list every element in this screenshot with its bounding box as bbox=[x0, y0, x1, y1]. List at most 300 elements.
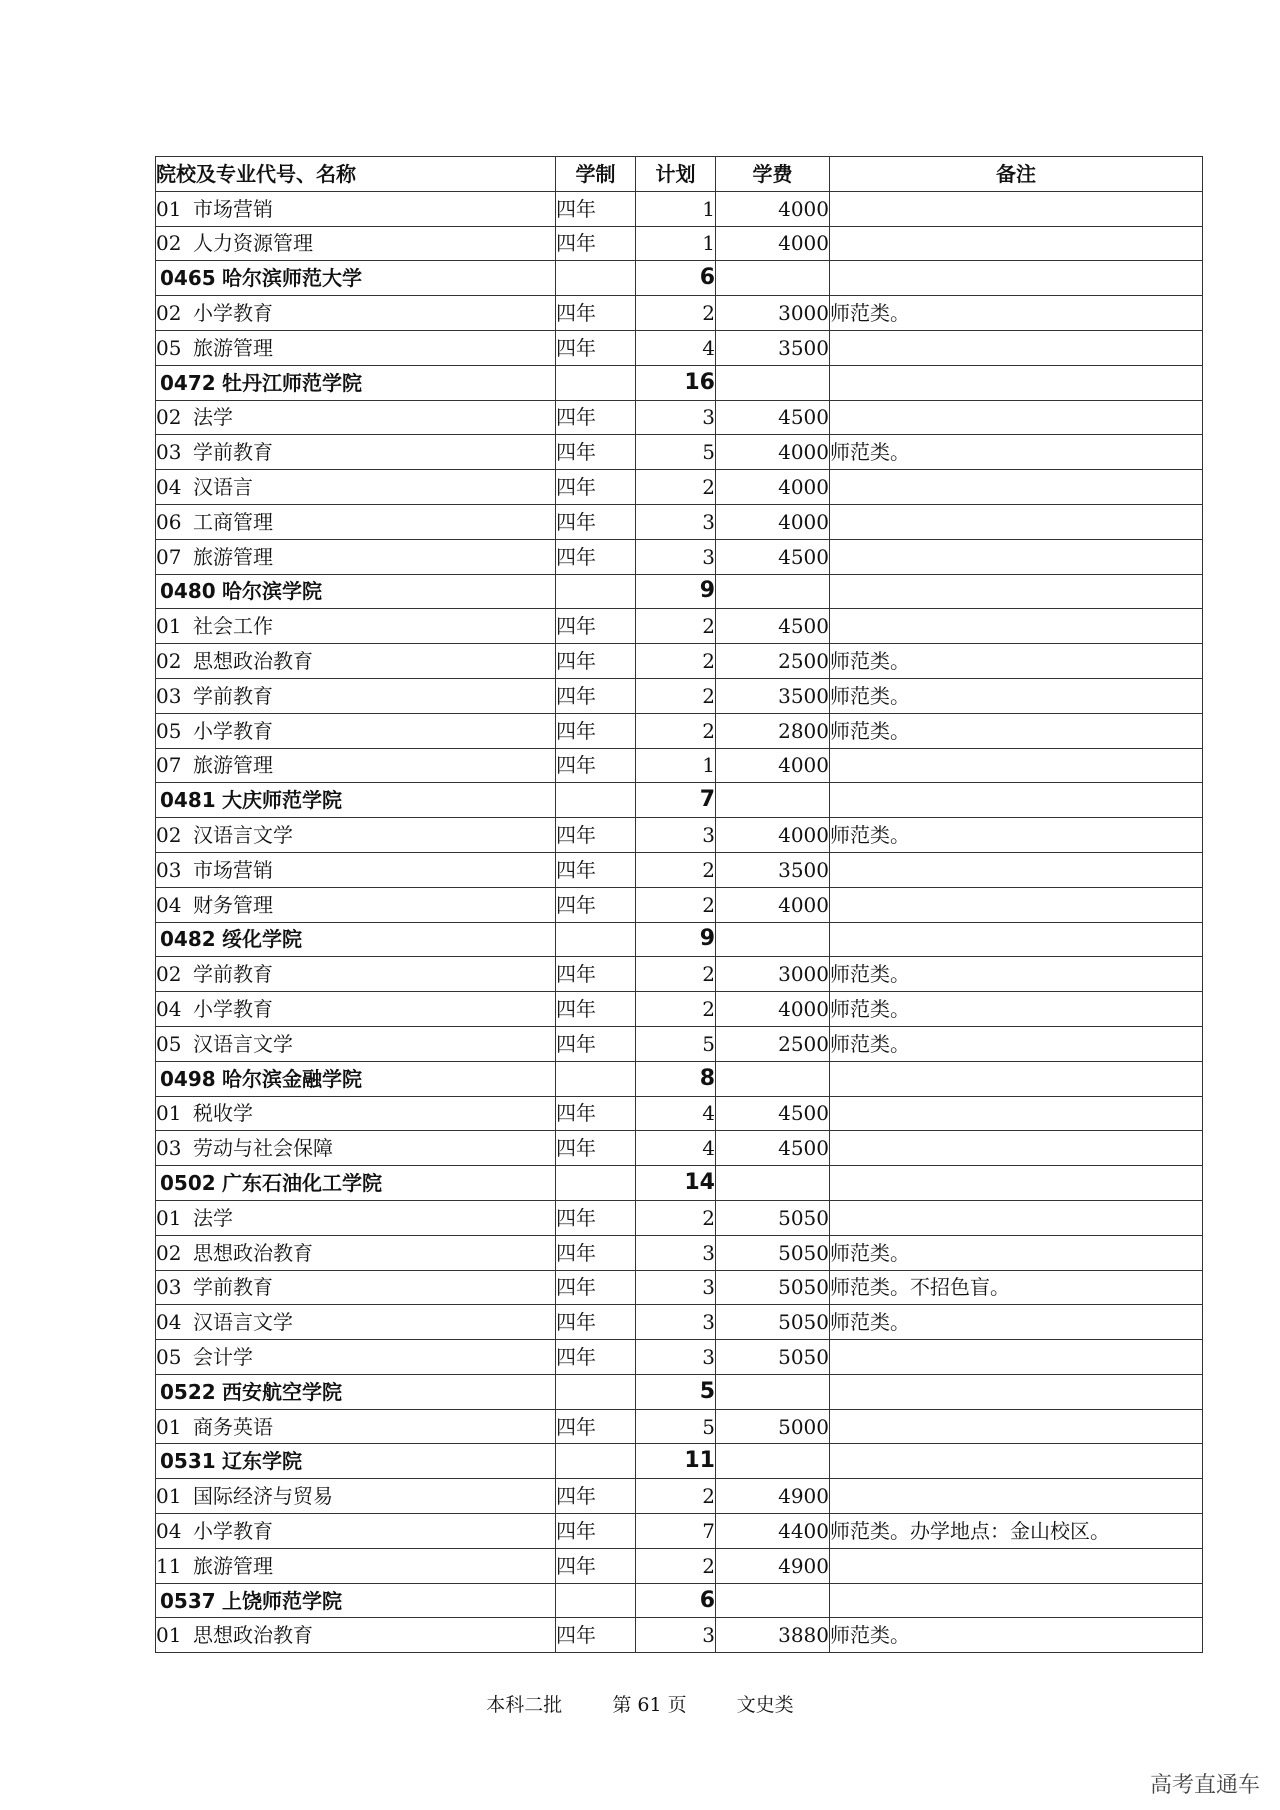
cell-length: 四年 bbox=[556, 296, 636, 331]
cell-code-name bbox=[156, 400, 556, 435]
cell-length bbox=[556, 1374, 636, 1409]
header-note: 备注 bbox=[830, 157, 1203, 192]
major-code: 03 bbox=[156, 1275, 182, 1300]
cell-note bbox=[830, 1096, 1203, 1131]
major-row bbox=[156, 1548, 1203, 1583]
cell-note: 师范类。 bbox=[830, 678, 1203, 713]
cell-code-name bbox=[156, 191, 556, 226]
cell-note bbox=[830, 365, 1203, 400]
cell-fee: 5050 bbox=[716, 1200, 830, 1235]
major-name: 旅游管理 bbox=[193, 753, 273, 778]
cell-length: 四年 bbox=[556, 1200, 636, 1235]
cell-length: 四年 bbox=[556, 609, 636, 644]
cell-plan: 3 bbox=[636, 504, 716, 539]
cell-fee: 5000 bbox=[716, 1409, 830, 1444]
cell-length: 四年 bbox=[556, 191, 636, 226]
cell-fee: 3500 bbox=[716, 330, 830, 365]
major-name: 汉语言文学 bbox=[193, 823, 293, 848]
school-code: 0531 bbox=[160, 1449, 216, 1474]
major-code: 11 bbox=[156, 1553, 182, 1578]
cell-plan: 4 bbox=[636, 1131, 716, 1166]
school-name: 辽东学院 bbox=[222, 1449, 302, 1474]
major-name: 小学教育 bbox=[193, 718, 273, 743]
cell-code-name bbox=[156, 992, 556, 1027]
major-code: 04 bbox=[156, 1310, 182, 1335]
school-row bbox=[156, 922, 1203, 957]
cell-length: 四年 bbox=[556, 330, 636, 365]
major-code: 01 bbox=[156, 1205, 182, 1230]
cell-note: 师范类。 bbox=[830, 1235, 1203, 1270]
cell-note bbox=[830, 539, 1203, 574]
cell-note bbox=[830, 1374, 1203, 1409]
cell-note bbox=[830, 1131, 1203, 1166]
page-footer bbox=[0, 1690, 1280, 1717]
cell-code-name bbox=[156, 852, 556, 887]
cell-note bbox=[830, 1583, 1203, 1618]
cell-fee bbox=[716, 1444, 830, 1479]
major-code: 03 bbox=[156, 1136, 182, 1161]
cell-code-name bbox=[156, 1096, 556, 1131]
cell-length: 四年 bbox=[556, 1479, 636, 1514]
cell-note bbox=[830, 1340, 1203, 1375]
major-row bbox=[156, 1409, 1203, 1444]
cell-fee: 4000 bbox=[716, 992, 830, 1027]
cell-plan: 2 bbox=[636, 470, 716, 505]
school-name: 绥化学院 bbox=[222, 927, 302, 952]
cell-fee: 4500 bbox=[716, 609, 830, 644]
cell-code-name bbox=[156, 678, 556, 713]
cell-fee: 4400 bbox=[716, 1514, 830, 1549]
major-code: 05 bbox=[156, 1344, 182, 1369]
cell-length: 四年 bbox=[556, 992, 636, 1027]
cell-fee: 5050 bbox=[716, 1270, 830, 1305]
cell-length: 四年 bbox=[556, 400, 636, 435]
cell-length bbox=[556, 783, 636, 818]
cell-plan: 4 bbox=[636, 330, 716, 365]
cell-code-name bbox=[156, 1131, 556, 1166]
cell-plan: 14 bbox=[636, 1166, 716, 1201]
cell-plan: 2 bbox=[636, 852, 716, 887]
cell-length: 四年 bbox=[556, 678, 636, 713]
cell-fee bbox=[716, 574, 830, 609]
cell-fee: 4500 bbox=[716, 1096, 830, 1131]
major-name: 工商管理 bbox=[193, 509, 273, 534]
major-name: 学前教育 bbox=[193, 683, 273, 708]
cell-note bbox=[830, 609, 1203, 644]
major-code: 01 bbox=[156, 1414, 182, 1439]
major-name: 思想政治教育 bbox=[193, 1623, 313, 1648]
school-row bbox=[156, 783, 1203, 818]
school-name: 哈尔滨学院 bbox=[222, 579, 322, 604]
school-code: 0498 bbox=[160, 1066, 216, 1091]
major-code: 01 bbox=[156, 1101, 182, 1126]
watermark: 高考直通车 bbox=[1149, 1773, 1260, 1798]
table-header-row bbox=[156, 157, 1203, 192]
school-code: 0522 bbox=[160, 1379, 216, 1404]
cell-fee: 4000 bbox=[716, 191, 830, 226]
cell-code-name bbox=[156, 644, 556, 679]
cell-fee: 4000 bbox=[716, 226, 830, 261]
school-code: 0480 bbox=[160, 579, 216, 604]
major-code: 01 bbox=[156, 196, 182, 221]
school-name: 上饶师范学院 bbox=[222, 1588, 342, 1613]
school-name: 哈尔滨师范大学 bbox=[222, 266, 362, 291]
cell-length bbox=[556, 1583, 636, 1618]
major-row bbox=[156, 713, 1203, 748]
major-row bbox=[156, 1096, 1203, 1131]
cell-code-name bbox=[156, 1340, 556, 1375]
cell-fee: 4000 bbox=[716, 748, 830, 783]
major-row bbox=[156, 957, 1203, 992]
cell-length bbox=[556, 1444, 636, 1479]
cell-note: 师范类。 bbox=[830, 644, 1203, 679]
cell-code-name bbox=[156, 922, 556, 957]
major-row bbox=[156, 1479, 1203, 1514]
cell-note: 师范类。办学地点：金山校区。 bbox=[830, 1514, 1203, 1549]
header-name: 院校及专业代号、名称 bbox=[156, 157, 556, 192]
cell-fee: 3500 bbox=[716, 678, 830, 713]
cell-fee: 3880 bbox=[716, 1618, 830, 1653]
cell-length: 四年 bbox=[556, 1618, 636, 1653]
cell-length: 四年 bbox=[556, 504, 636, 539]
cell-fee: 3000 bbox=[716, 957, 830, 992]
cell-code-name bbox=[156, 1270, 556, 1305]
cell-note: 师范类。 bbox=[830, 957, 1203, 992]
cell-note bbox=[830, 1479, 1203, 1514]
cell-plan: 3 bbox=[636, 1235, 716, 1270]
major-name: 商务英语 bbox=[193, 1414, 273, 1439]
major-code: 03 bbox=[156, 857, 182, 882]
cell-plan: 2 bbox=[636, 713, 716, 748]
cell-fee: 2500 bbox=[716, 1026, 830, 1061]
footer-page-number: 第 61 页 bbox=[612, 1694, 687, 1716]
cell-fee: 4900 bbox=[716, 1548, 830, 1583]
major-code: 06 bbox=[156, 509, 182, 534]
cell-plan: 7 bbox=[636, 783, 716, 818]
cell-note: 师范类。 bbox=[830, 1305, 1203, 1340]
cell-plan: 3 bbox=[636, 1305, 716, 1340]
cell-plan: 9 bbox=[636, 922, 716, 957]
cell-length: 四年 bbox=[556, 748, 636, 783]
cell-code-name bbox=[156, 435, 556, 470]
cell-fee bbox=[716, 922, 830, 957]
major-row bbox=[156, 644, 1203, 679]
cell-length: 四年 bbox=[556, 226, 636, 261]
cell-plan: 16 bbox=[636, 365, 716, 400]
cell-length: 四年 bbox=[556, 1409, 636, 1444]
cell-note: 师范类。 bbox=[830, 1618, 1203, 1653]
major-row bbox=[156, 1026, 1203, 1061]
cell-plan: 3 bbox=[636, 1270, 716, 1305]
cell-length: 四年 bbox=[556, 957, 636, 992]
cell-note bbox=[830, 400, 1203, 435]
cell-plan: 3 bbox=[636, 400, 716, 435]
major-name: 市场营销 bbox=[193, 857, 273, 882]
cell-fee bbox=[716, 1583, 830, 1618]
cell-note: 师范类。 bbox=[830, 296, 1203, 331]
school-code: 0502 bbox=[160, 1171, 216, 1195]
cell-fee: 4000 bbox=[716, 470, 830, 505]
cell-plan: 2 bbox=[636, 1200, 716, 1235]
cell-note: 师范类。 bbox=[830, 713, 1203, 748]
cell-code-name bbox=[156, 365, 556, 400]
cell-length bbox=[556, 1061, 636, 1096]
cell-plan: 6 bbox=[636, 1583, 716, 1618]
cell-length: 四年 bbox=[556, 435, 636, 470]
enrollment-plan-table bbox=[155, 156, 1203, 1653]
cell-code-name bbox=[156, 1583, 556, 1618]
cell-note bbox=[830, 1200, 1203, 1235]
major-row bbox=[156, 1618, 1203, 1653]
major-name: 学前教育 bbox=[193, 440, 273, 465]
footer-category: 文史类 bbox=[736, 1694, 794, 1716]
major-name: 法学 bbox=[193, 1205, 233, 1230]
cell-plan: 3 bbox=[636, 1340, 716, 1375]
school-row bbox=[156, 1583, 1203, 1618]
major-row bbox=[156, 992, 1203, 1027]
major-code: 02 bbox=[156, 301, 182, 326]
school-row bbox=[156, 1444, 1203, 1479]
cell-fee: 4000 bbox=[716, 435, 830, 470]
major-name: 法学 bbox=[193, 405, 233, 430]
cell-code-name bbox=[156, 1166, 556, 1201]
cell-note bbox=[830, 574, 1203, 609]
cell-plan: 2 bbox=[636, 678, 716, 713]
major-code: 02 bbox=[156, 649, 182, 674]
major-name: 汉语言文学 bbox=[193, 1031, 293, 1056]
major-row bbox=[156, 226, 1203, 261]
major-name: 国际经济与贸易 bbox=[193, 1484, 333, 1509]
cell-plan: 2 bbox=[636, 1548, 716, 1583]
cell-fee bbox=[716, 1166, 830, 1201]
cell-plan: 2 bbox=[636, 296, 716, 331]
cell-note bbox=[830, 470, 1203, 505]
cell-plan: 2 bbox=[636, 887, 716, 922]
major-name: 学前教育 bbox=[193, 1275, 273, 1300]
cell-length bbox=[556, 1166, 636, 1201]
cell-plan: 2 bbox=[636, 992, 716, 1027]
cell-plan: 11 bbox=[636, 1444, 716, 1479]
cell-length: 四年 bbox=[556, 713, 636, 748]
major-code: 07 bbox=[156, 544, 182, 569]
major-code: 04 bbox=[156, 1518, 182, 1543]
major-name: 劳动与社会保障 bbox=[193, 1136, 333, 1161]
cell-note bbox=[830, 1061, 1203, 1096]
major-code: 03 bbox=[156, 440, 182, 465]
major-code: 04 bbox=[156, 997, 182, 1022]
school-name: 牡丹江师范学院 bbox=[222, 370, 362, 395]
cell-fee bbox=[716, 783, 830, 818]
cell-code-name bbox=[156, 1409, 556, 1444]
major-code: 05 bbox=[156, 718, 182, 743]
major-row bbox=[156, 609, 1203, 644]
header-length: 学制 bbox=[556, 157, 636, 192]
cell-plan: 5 bbox=[636, 1374, 716, 1409]
major-name: 市场营销 bbox=[193, 196, 273, 221]
major-code: 05 bbox=[156, 335, 182, 360]
major-name: 旅游管理 bbox=[193, 335, 273, 360]
major-row bbox=[156, 435, 1203, 470]
cell-code-name bbox=[156, 887, 556, 922]
cell-length: 四年 bbox=[556, 470, 636, 505]
school-row bbox=[156, 1166, 1203, 1201]
cell-plan: 2 bbox=[636, 957, 716, 992]
cell-code-name bbox=[156, 1618, 556, 1653]
cell-note bbox=[830, 887, 1203, 922]
major-name: 小学教育 bbox=[193, 1518, 273, 1543]
major-code: 02 bbox=[156, 962, 182, 987]
cell-plan: 2 bbox=[636, 644, 716, 679]
major-name: 财务管理 bbox=[193, 892, 273, 917]
cell-length bbox=[556, 261, 636, 296]
cell-note bbox=[830, 1548, 1203, 1583]
cell-length: 四年 bbox=[556, 1305, 636, 1340]
header-fee: 学费 bbox=[716, 157, 830, 192]
major-row bbox=[156, 1235, 1203, 1270]
cell-code-name bbox=[156, 1444, 556, 1479]
cell-length bbox=[556, 922, 636, 957]
cell-length: 四年 bbox=[556, 852, 636, 887]
cell-fee: 3000 bbox=[716, 296, 830, 331]
major-row bbox=[156, 1200, 1203, 1235]
major-name: 旅游管理 bbox=[193, 1553, 273, 1578]
major-name: 税收学 bbox=[193, 1101, 253, 1126]
cell-note bbox=[830, 783, 1203, 818]
major-name: 小学教育 bbox=[193, 997, 273, 1022]
school-row bbox=[156, 574, 1203, 609]
cell-plan: 1 bbox=[636, 191, 716, 226]
cell-code-name bbox=[156, 1479, 556, 1514]
cell-plan: 5 bbox=[636, 1409, 716, 1444]
cell-code-name bbox=[156, 713, 556, 748]
cell-plan: 5 bbox=[636, 1026, 716, 1061]
cell-note bbox=[830, 1444, 1203, 1479]
cell-note bbox=[830, 504, 1203, 539]
cell-fee: 2500 bbox=[716, 644, 830, 679]
major-name: 社会工作 bbox=[193, 614, 273, 639]
cell-plan: 8 bbox=[636, 1061, 716, 1096]
major-code: 04 bbox=[156, 475, 182, 500]
major-row bbox=[156, 296, 1203, 331]
cell-length: 四年 bbox=[556, 1096, 636, 1131]
cell-plan: 2 bbox=[636, 609, 716, 644]
major-row bbox=[156, 1131, 1203, 1166]
school-row bbox=[156, 1061, 1203, 1096]
cell-code-name bbox=[156, 783, 556, 818]
cell-plan: 5 bbox=[636, 435, 716, 470]
cell-plan: 1 bbox=[636, 226, 716, 261]
cell-length: 四年 bbox=[556, 1548, 636, 1583]
cell-note bbox=[830, 852, 1203, 887]
school-row bbox=[156, 365, 1203, 400]
cell-length: 四年 bbox=[556, 1026, 636, 1061]
major-code: 04 bbox=[156, 892, 182, 917]
major-name: 旅游管理 bbox=[193, 544, 273, 569]
cell-code-name bbox=[156, 1548, 556, 1583]
cell-plan: 3 bbox=[636, 539, 716, 574]
major-row bbox=[156, 1340, 1203, 1375]
cell-fee: 4000 bbox=[716, 887, 830, 922]
cell-fee: 3500 bbox=[716, 852, 830, 887]
major-code: 02 bbox=[156, 823, 182, 848]
cell-code-name bbox=[156, 226, 556, 261]
major-name: 汉语言文学 bbox=[193, 1310, 293, 1335]
major-row bbox=[156, 191, 1203, 226]
cell-code-name bbox=[156, 504, 556, 539]
footer-batch: 本科二批 bbox=[486, 1694, 563, 1716]
cell-plan: 4 bbox=[636, 1096, 716, 1131]
cell-note: 师范类。不招色盲。 bbox=[830, 1270, 1203, 1305]
cell-length bbox=[556, 574, 636, 609]
major-row bbox=[156, 400, 1203, 435]
school-name: 大庆师范学院 bbox=[222, 788, 342, 813]
major-row bbox=[156, 678, 1203, 713]
cell-note bbox=[830, 922, 1203, 957]
major-code: 03 bbox=[156, 683, 182, 708]
major-code: 02 bbox=[156, 231, 182, 256]
cell-plan: 3 bbox=[636, 818, 716, 853]
major-row bbox=[156, 887, 1203, 922]
cell-code-name bbox=[156, 261, 556, 296]
school-code: 0481 bbox=[160, 788, 216, 813]
cell-note: 师范类。 bbox=[830, 1026, 1203, 1061]
cell-note bbox=[830, 748, 1203, 783]
cell-fee: 5050 bbox=[716, 1235, 830, 1270]
cell-length bbox=[556, 365, 636, 400]
cell-length: 四年 bbox=[556, 1235, 636, 1270]
cell-plan: 1 bbox=[636, 748, 716, 783]
cell-fee bbox=[716, 1061, 830, 1096]
cell-code-name bbox=[156, 748, 556, 783]
cell-fee bbox=[716, 261, 830, 296]
cell-fee: 4500 bbox=[716, 539, 830, 574]
cell-note bbox=[830, 1166, 1203, 1201]
major-row bbox=[156, 818, 1203, 853]
cell-note bbox=[830, 191, 1203, 226]
cell-note bbox=[830, 226, 1203, 261]
cell-code-name bbox=[156, 1514, 556, 1549]
cell-plan: 9 bbox=[636, 574, 716, 609]
cell-length: 四年 bbox=[556, 1340, 636, 1375]
cell-length: 四年 bbox=[556, 1270, 636, 1305]
school-row bbox=[156, 261, 1203, 296]
major-code: 01 bbox=[156, 614, 182, 639]
major-name: 人力资源管理 bbox=[193, 231, 313, 256]
cell-fee: 4500 bbox=[716, 400, 830, 435]
header-plan: 计划 bbox=[636, 157, 716, 192]
major-code: 07 bbox=[156, 753, 182, 778]
cell-length: 四年 bbox=[556, 818, 636, 853]
major-name: 小学教育 bbox=[193, 301, 273, 326]
major-row bbox=[156, 748, 1203, 783]
cell-plan: 2 bbox=[636, 1479, 716, 1514]
cell-fee bbox=[716, 365, 830, 400]
cell-plan: 3 bbox=[636, 1618, 716, 1653]
major-code: 01 bbox=[156, 1484, 182, 1509]
cell-plan: 6 bbox=[636, 261, 716, 296]
cell-note bbox=[830, 330, 1203, 365]
cell-code-name bbox=[156, 1061, 556, 1096]
cell-code-name bbox=[156, 470, 556, 505]
cell-note bbox=[830, 261, 1203, 296]
school-name: 西安航空学院 bbox=[222, 1379, 342, 1404]
cell-fee bbox=[716, 1374, 830, 1409]
cell-fee: 4500 bbox=[716, 1131, 830, 1166]
major-name: 思想政治教育 bbox=[193, 1240, 313, 1265]
major-row bbox=[156, 852, 1203, 887]
cell-length: 四年 bbox=[556, 539, 636, 574]
cell-length: 四年 bbox=[556, 644, 636, 679]
